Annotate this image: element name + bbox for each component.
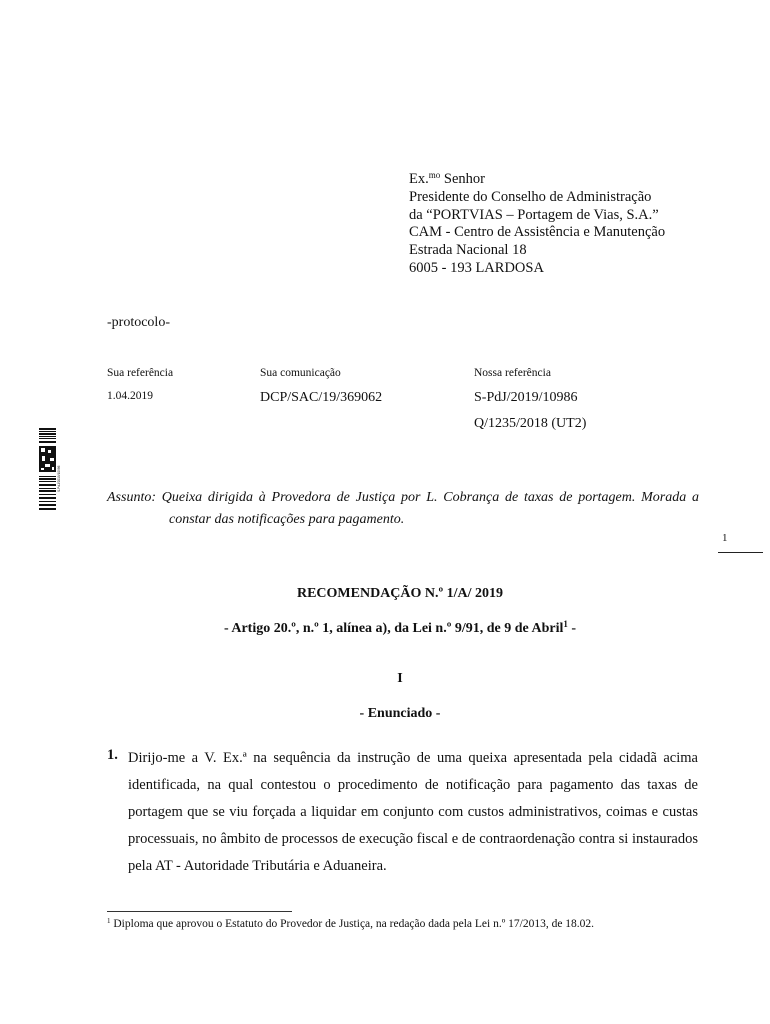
sua-referencia-label: Sua referência <box>107 367 174 379</box>
footnote-separator <box>107 911 292 912</box>
assunto-label: Assunto: <box>107 490 156 505</box>
assunto-block <box>107 487 699 531</box>
nossa-referencia-label: Nossa referência <box>474 367 551 379</box>
recipient-street: Estrada Nacional 18 <box>409 242 527 259</box>
recipient-postal-code: 6005 - 193 LARDOSA <box>409 259 544 276</box>
page-number: 1 <box>722 532 728 544</box>
assunto-line-2: constar das notificações para pagamento. <box>169 512 405 527</box>
footnote-text: Diploma que aprovou o Estatuto do Provedor de Justiça, na redação dada pela Lei n.º 17/2013, de 18.02. <box>110 918 595 930</box>
recipient-company: da “PORTVIAS – Portagem de Vias, S.A.” <box>409 206 659 223</box>
recipient-title: Presidente do Conselho de Administração <box>409 188 652 205</box>
footnote-ref: 1 <box>563 619 568 629</box>
paragraph-number: 1. <box>107 747 118 763</box>
page-number-rule <box>718 552 763 553</box>
footnote <box>107 918 594 930</box>
sua-referencia-value: 1.04.2019 <box>107 390 153 402</box>
footnote-marker: 1 <box>107 917 111 925</box>
protocolo-stamp: -protocolo- <box>107 315 170 330</box>
sua-comunicacao-label: Sua comunicação <box>260 367 341 379</box>
section-title: - Enunciado - <box>359 706 441 721</box>
nossa-referencia-value-2: Q/1235/2018 (UT2) <box>474 416 587 431</box>
recipient-salutation: Ex.$^{mo}$ Senhor <box>409 170 485 187</box>
barcode-icon <box>38 428 62 510</box>
recommendation-title: RECOMENDAÇÃO N.º 1/A/ 2019 <box>296 586 504 601</box>
paragraph-text: Dirijo-me a V. Ex.ª na sequência da instrução de uma queixa apresentada pela cidadã acima identificada, na qual contestou o procedimento de notificação para pagamento das taxas de portagem que se viu forçada a liquidar em conjunto com custos administrativos, coimas e custas processuais, no âmbito de processos de execução fiscal e de contraordenação contra si instaurados pela AT - Autoridade Tributária e Aduaneira. <box>128 750 698 874</box>
recipient-address <box>409 171 665 278</box>
assunto-line-1: Assunto: Queixa dirigida à Provedora de Justiça por L. Cobrança de taxas de portagem. Morada a <box>107 490 699 505</box>
section-numeral: I <box>397 671 403 686</box>
sua-comunicacao-value: DCP/SAC/19/369062 <box>260 390 383 405</box>
nossa-referencia-value-1: S-PdJ/2019/10986 <box>474 390 578 405</box>
recommendation-subtitle: - Artigo 20.º, n.º 1, alínea a), da Lei n.º 9/91, de 9 de Abril$^1$ - <box>223 619 577 636</box>
barcode-caption: S-PdJ/2019/10986 <box>57 465 61 492</box>
recipient-department: CAM - Centro de Assistência e Manutenção <box>409 224 666 241</box>
